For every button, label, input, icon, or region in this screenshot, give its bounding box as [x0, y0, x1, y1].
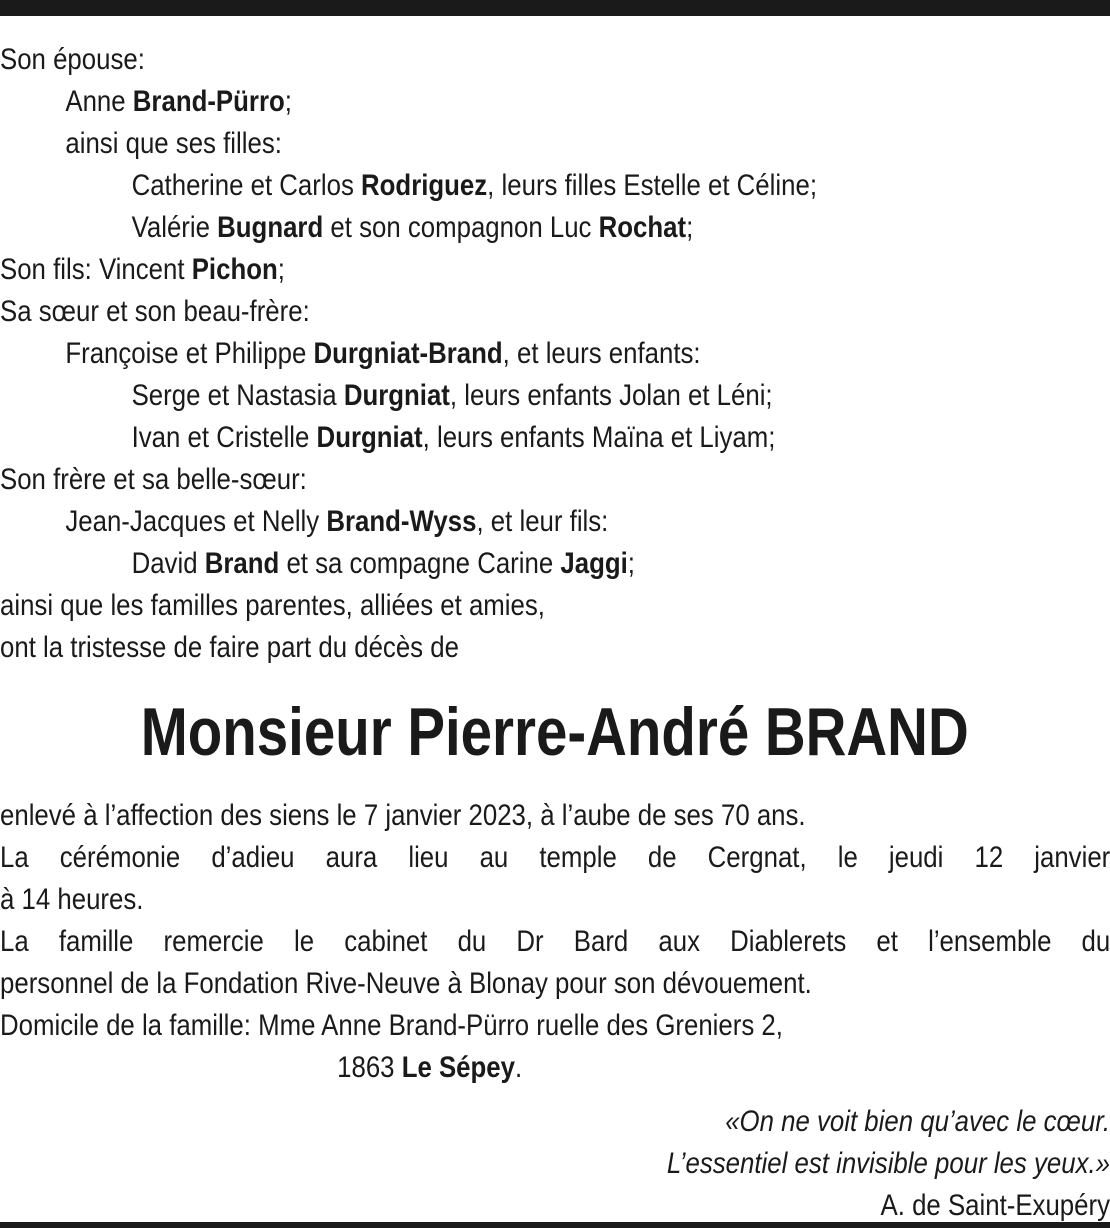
quote-line-2: L’essentiel est invisible pour les yeux.»	[666, 1147, 1110, 1180]
ceremony-text-1: La cérémonie d’adieu aura lieu au temple de Cergnat, le jeudi 12 janvier	[0, 841, 1110, 874]
surname: Brand	[204, 547, 280, 580]
nephew-line-3: David Brand et sa compagne Carine Jaggi;	[131, 547, 635, 580]
daughter-line-2: Valérie Bugnard et son compagnon Luc Rochat;	[131, 211, 694, 244]
thanks-text-1: La famille remercie le cabinet du Dr Bard aux Diablerets et l’ensemble du	[0, 925, 1110, 958]
surname: Rodriguez	[361, 169, 488, 202]
spouse-label: Son épouse:	[0, 43, 145, 76]
spouse-line: Anne Brand-Pürro;	[65, 85, 292, 118]
surname: Durgniat	[343, 379, 450, 412]
quote-block	[0, 1101, 1110, 1227]
surname: Bugnard	[217, 211, 324, 244]
ceremony-line-2: à 14 heures.	[0, 883, 144, 916]
brother-label: Son frère et sa belle-sœur:	[0, 463, 307, 496]
brother-line: Jean-Jacques et Nelly Brand-Wyss, et leur fils:	[65, 505, 609, 538]
thanks-line-2: personnel de la Fondation Rive-Neuve à Blonay pour son dévouement.	[0, 967, 812, 1000]
surname: Durgniat	[316, 421, 423, 454]
surname: Brand-Wyss	[326, 505, 477, 538]
surname: Durgniat-Brand	[313, 337, 503, 370]
address-line-2: 1863 Le Sépey.	[337, 1051, 523, 1084]
surname: Brand-Pürro	[132, 85, 285, 118]
son-line: Son fils: Vincent Pichon;	[0, 253, 285, 286]
nephew-line-1: Serge et Nastasia Durgniat, leurs enfants Jolan et Léni;	[131, 379, 773, 412]
bottom-border	[0, 1222, 1110, 1228]
sister-line: Françoise et Philippe Durgniat-Brand, et leurs enfants:	[65, 337, 701, 370]
sister-label: Sa sœur et son beau-frère:	[0, 295, 310, 328]
deceased-name: Monsieur Pierre-André BRAND	[141, 694, 969, 770]
thanks-line-1	[0, 921, 1110, 963]
address-line-1: Domicile de la famille: Mme Anne Brand-Pürro ruelle des Greniers 2,	[0, 1009, 783, 1042]
obituary-notice	[0, 39, 1110, 1227]
quote-line-1: «On ne voit bien qu’avec le cœur.	[725, 1105, 1110, 1138]
daughters-label: ainsi que ses filles:	[65, 127, 282, 160]
quote-author: A. de Saint-Exupéry	[880, 1189, 1110, 1222]
ceremony-line-1	[0, 837, 1110, 879]
passing-line: enlevé à l’affection des siens le 7 janvier 2023, à l’aube de ses 70 ans.	[0, 799, 806, 832]
relatives-line: ainsi que les familles parentes, alliées et amies,	[0, 589, 545, 622]
deceased-name-block	[0, 669, 1110, 795]
announcement-line: ont la tristesse de faire part du décès de	[0, 631, 459, 664]
surname: Rochat	[598, 211, 687, 244]
town: Le Sépey	[401, 1051, 515, 1084]
daughter-line-1: Catherine et Carlos Rodriguez, leurs filles Estelle et Céline;	[131, 169, 817, 202]
surname: Jaggi	[560, 547, 628, 580]
surname: Pichon	[191, 253, 278, 286]
nephew-line-2: Ivan et Cristelle Durgniat, leurs enfants Maïna et Liyam;	[131, 421, 776, 454]
top-border	[0, 0, 1110, 16]
